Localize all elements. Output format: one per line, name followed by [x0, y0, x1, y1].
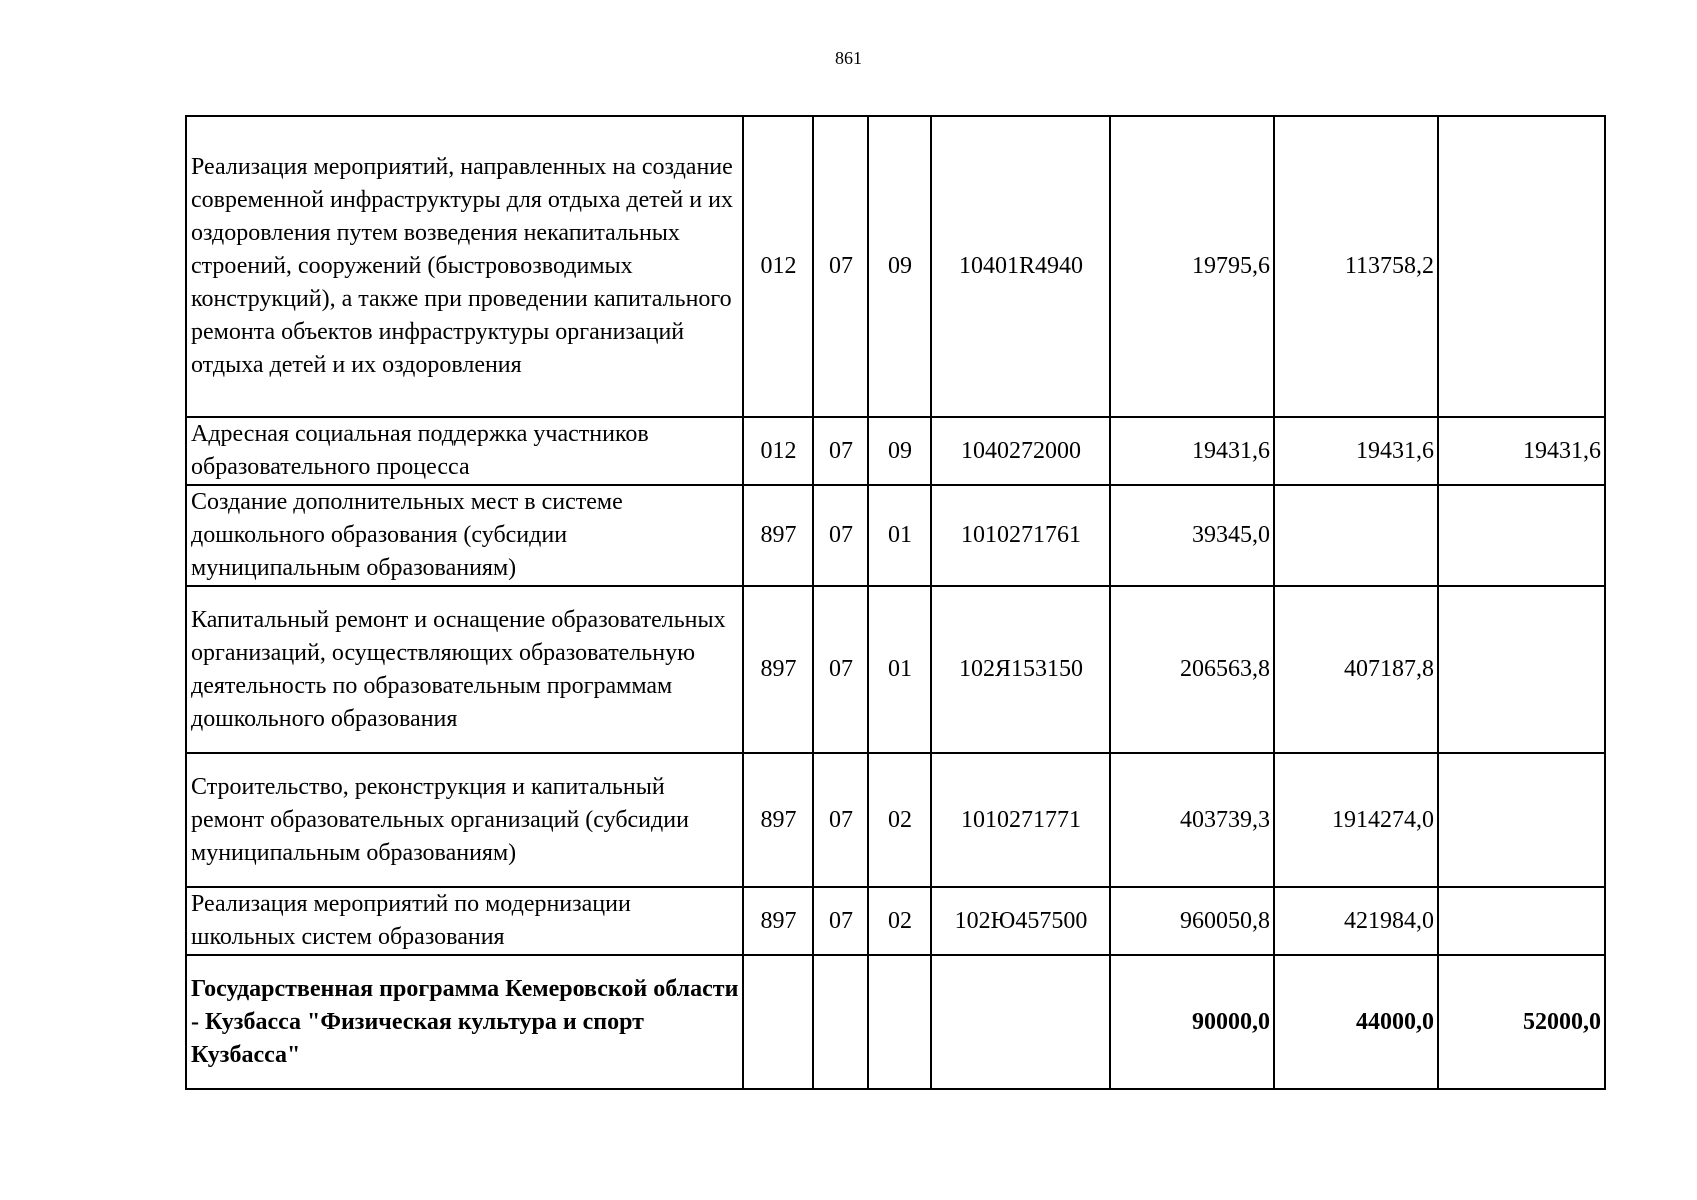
row-name-cell: Реализация мероприятий, направленных на создание современной инфраструктуры для отдыха детей и их оздоровления путем возведения некапитальных строений, сооружений (быстровозводимых конструкций), а также при проведении капитального ремонта объектов инфраструктуры организаций отдыха детей и их оздоровления	[186, 116, 743, 417]
section-cell: 07	[813, 417, 868, 485]
amount-cell-3	[1438, 887, 1605, 955]
row-name-cell: Капитальный ремонт и оснащение образовательных организаций, осуществляющих образовательную деятельность по образовательным программам дошкольного образования	[186, 586, 743, 753]
section-cell: 07	[813, 753, 868, 887]
target-article-cell	[931, 955, 1110, 1089]
amount-cell-2: 421984,0	[1274, 887, 1438, 955]
amount-cell-3: 52000,0	[1438, 955, 1605, 1089]
amount-cell-3	[1438, 485, 1605, 586]
subsection-cell: 02	[868, 753, 931, 887]
amount-cell-2: 407187,8	[1274, 586, 1438, 753]
amount-cell-3	[1438, 753, 1605, 887]
grbs-cell	[743, 955, 813, 1089]
grbs-cell: 897	[743, 586, 813, 753]
target-article-cell: 1040272000	[931, 417, 1110, 485]
amount-cell-3: 19431,6	[1438, 417, 1605, 485]
amount-cell-1: 960050,8	[1110, 887, 1274, 955]
subsection-cell: 01	[868, 485, 931, 586]
section-cell	[813, 955, 868, 1089]
table-row	[186, 753, 1605, 887]
amount-cell-1: 19431,6	[1110, 417, 1274, 485]
amount-cell-2	[1274, 485, 1438, 586]
grbs-cell: 897	[743, 485, 813, 586]
subsection-cell: 09	[868, 417, 931, 485]
amount-cell-1: 19795,6	[1110, 116, 1274, 417]
row-name-cell: Строительство, реконструкция и капитальный ремонт образовательных организаций (субсидии муниципальным образованиям)	[186, 753, 743, 887]
table-row	[186, 116, 1605, 417]
grbs-cell: 897	[743, 887, 813, 955]
amount-cell-1: 206563,8	[1110, 586, 1274, 753]
amount-cell-2: 113758,2	[1274, 116, 1438, 417]
row-name-cell: Адресная социальная поддержка участников образовательного процесса	[186, 417, 743, 485]
target-article-cell: 1010271761	[931, 485, 1110, 586]
subsection-cell	[868, 955, 931, 1089]
table-row	[186, 887, 1605, 955]
row-name-cell: Создание дополнительных мест в системе дошкольного образования (субсидии муниципальным образованиям)	[186, 485, 743, 586]
amount-cell-2: 1914274,0	[1274, 753, 1438, 887]
amount-cell-3	[1438, 116, 1605, 417]
target-article-cell: 1010271771	[931, 753, 1110, 887]
amount-cell-1: 39345,0	[1110, 485, 1274, 586]
subsection-cell: 01	[868, 586, 931, 753]
page-number: 861	[835, 48, 862, 68]
table-row	[186, 586, 1605, 753]
row-name-cell: Государственная программа Кемеровской области - Кузбасса "Физическая культура и спорт Кузбасса"	[186, 955, 743, 1089]
budget-table	[185, 115, 1606, 1090]
amount-cell-3	[1438, 586, 1605, 753]
target-article-cell: 102Я153150	[931, 586, 1110, 753]
section-cell: 07	[813, 485, 868, 586]
section-cell: 07	[813, 116, 868, 417]
amount-cell-2: 19431,6	[1274, 417, 1438, 485]
section-cell: 07	[813, 586, 868, 753]
grbs-cell: 012	[743, 116, 813, 417]
table-row-program-total	[186, 955, 1605, 1089]
amount-cell-2: 44000,0	[1274, 955, 1438, 1089]
subsection-cell: 09	[868, 116, 931, 417]
section-cell: 07	[813, 887, 868, 955]
target-article-cell: 10401R4940	[931, 116, 1110, 417]
row-name-cell: Реализация мероприятий по модернизации школьных систем образования	[186, 887, 743, 955]
amount-cell-1: 403739,3	[1110, 753, 1274, 887]
grbs-cell: 897	[743, 753, 813, 887]
target-article-cell: 102Ю457500	[931, 887, 1110, 955]
grbs-cell: 012	[743, 417, 813, 485]
table-row	[186, 485, 1605, 586]
subsection-cell: 02	[868, 887, 931, 955]
amount-cell-1: 90000,0	[1110, 955, 1274, 1089]
table-row	[186, 417, 1605, 485]
